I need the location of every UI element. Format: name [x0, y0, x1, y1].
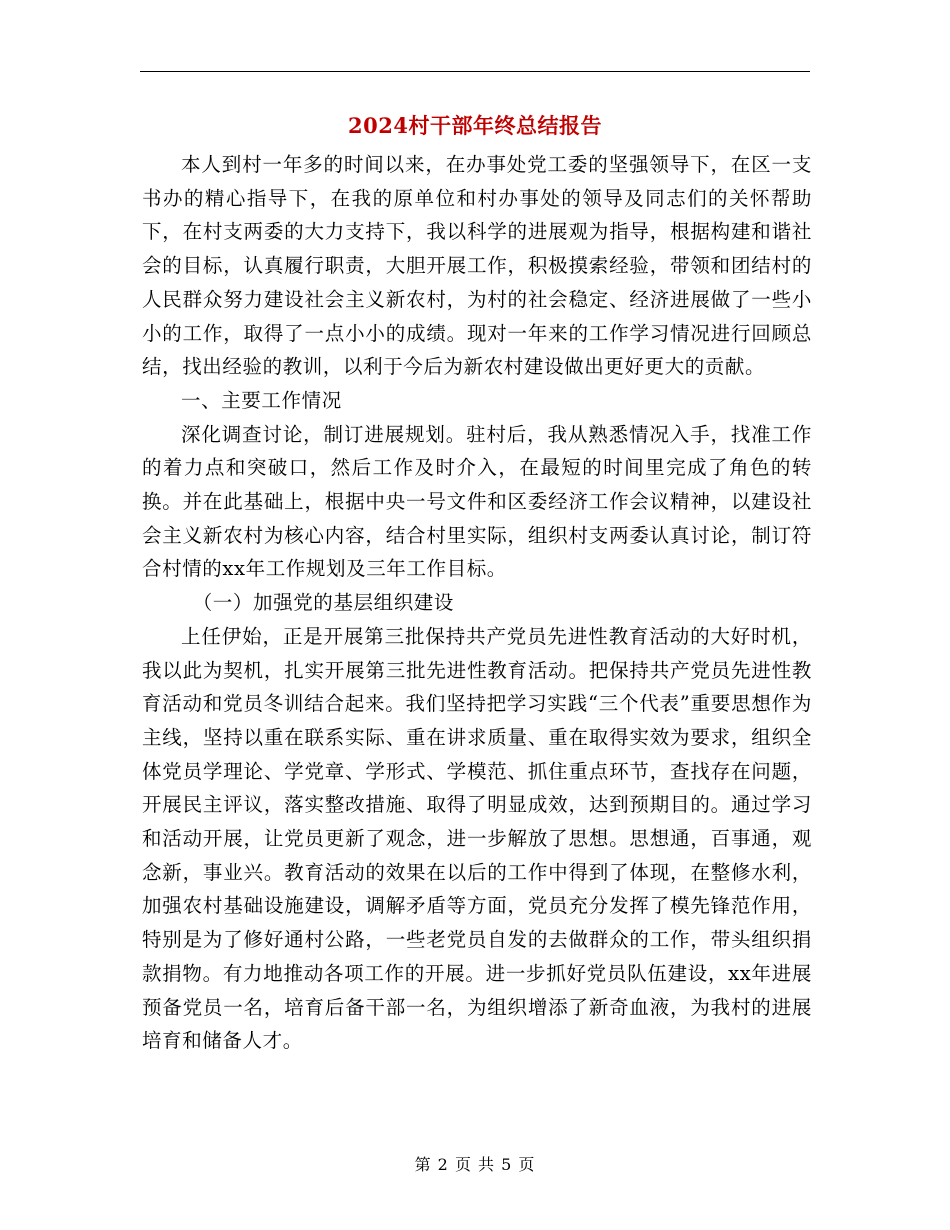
subsection-heading-party-building: （一）加强党的基层组织建设 [192, 591, 454, 615]
planning-paragraph: 深化调查讨论，制订进展规划。驻村后，我从熟悉情况入手，找准工作的着力点和突破口，然后工作及时介入，在最短的时间里完成了角色的转换。并在此基础上，根据中央一号文件和区委经济工作会议精神，以建设社会主义新农村为核心内容，结合村里实际，组织村支两委认真讨论，制订符合村情的xx年工作规划及三年工作目标。 [142, 422, 812, 581]
party-building-paragraph: 上任伊始，正是开展第三批保持共产党员先进性教育活动的大好时机，我以此为契机，扎实开展第三批先进性教育活动。把保持共产党员先进性教育活动和党员冬训结合起来。我们坚持把学习实践“三个代表”重要思想作为主线，坚持以重在联系实际、重在讲求质量、重在取得实效为要求，组织全体党员学理论、学党章、学形式、学模范、抓住重点环节，查找存在问题，开展民主评议，落实整改措施、取得了明显成效，达到预期目的。通过学习和活动开展，让党员更新了观念，进一步解放了思想。思想通，百事通，观念新，事业兴。教育活动的效果在以后的工作中得到了体现，在整修水利，加强农村基础设施建设，调解矛盾等方面，党员充分发挥了模先锋范作用，特别是为了修好通村公路，一些老党员自发的去做群众的工作，带头组织捐款捐物。有力地推动各项工作的开展。进一步抓好党员队伍建设，xx年进展预备党员一名，培育后备干部一名，为组织增添了新奇血液，为我村的进展培育和储备人才。 [142, 624, 812, 1053]
page-footer: 第 2 页 共 5 页 [414, 1155, 536, 1174]
document-body [142, 148, 812, 1058]
intro-paragraph: 本人到村一年多的时间以来，在办事处党工委的坚强领导下，在区一支书办的精心指导下，在我的原单位和村办事处的领导及同志们的关怀帮助下，在村支两委的大力支持下，我以科学的进展观为指导，根据构建和谐社会的目标，认真履行职责，大胆开展工作，积极摸索经验，带领和团结村的人民群众努力建设社会主义新农村，为村的社会稳定、经济进展做了一些小小的工作，取得了一点小小的成绩。现对一年来的工作学习情况进行回顾总结，找出经验的教训，以利于今后为新农村建设做出更好更大的贡献。 [142, 153, 812, 379]
document-title: 2024村干部年终总结报告 [348, 113, 602, 138]
header-rule [140, 71, 810, 72]
section-heading-main-work: 一、主要工作情况 [181, 388, 342, 412]
